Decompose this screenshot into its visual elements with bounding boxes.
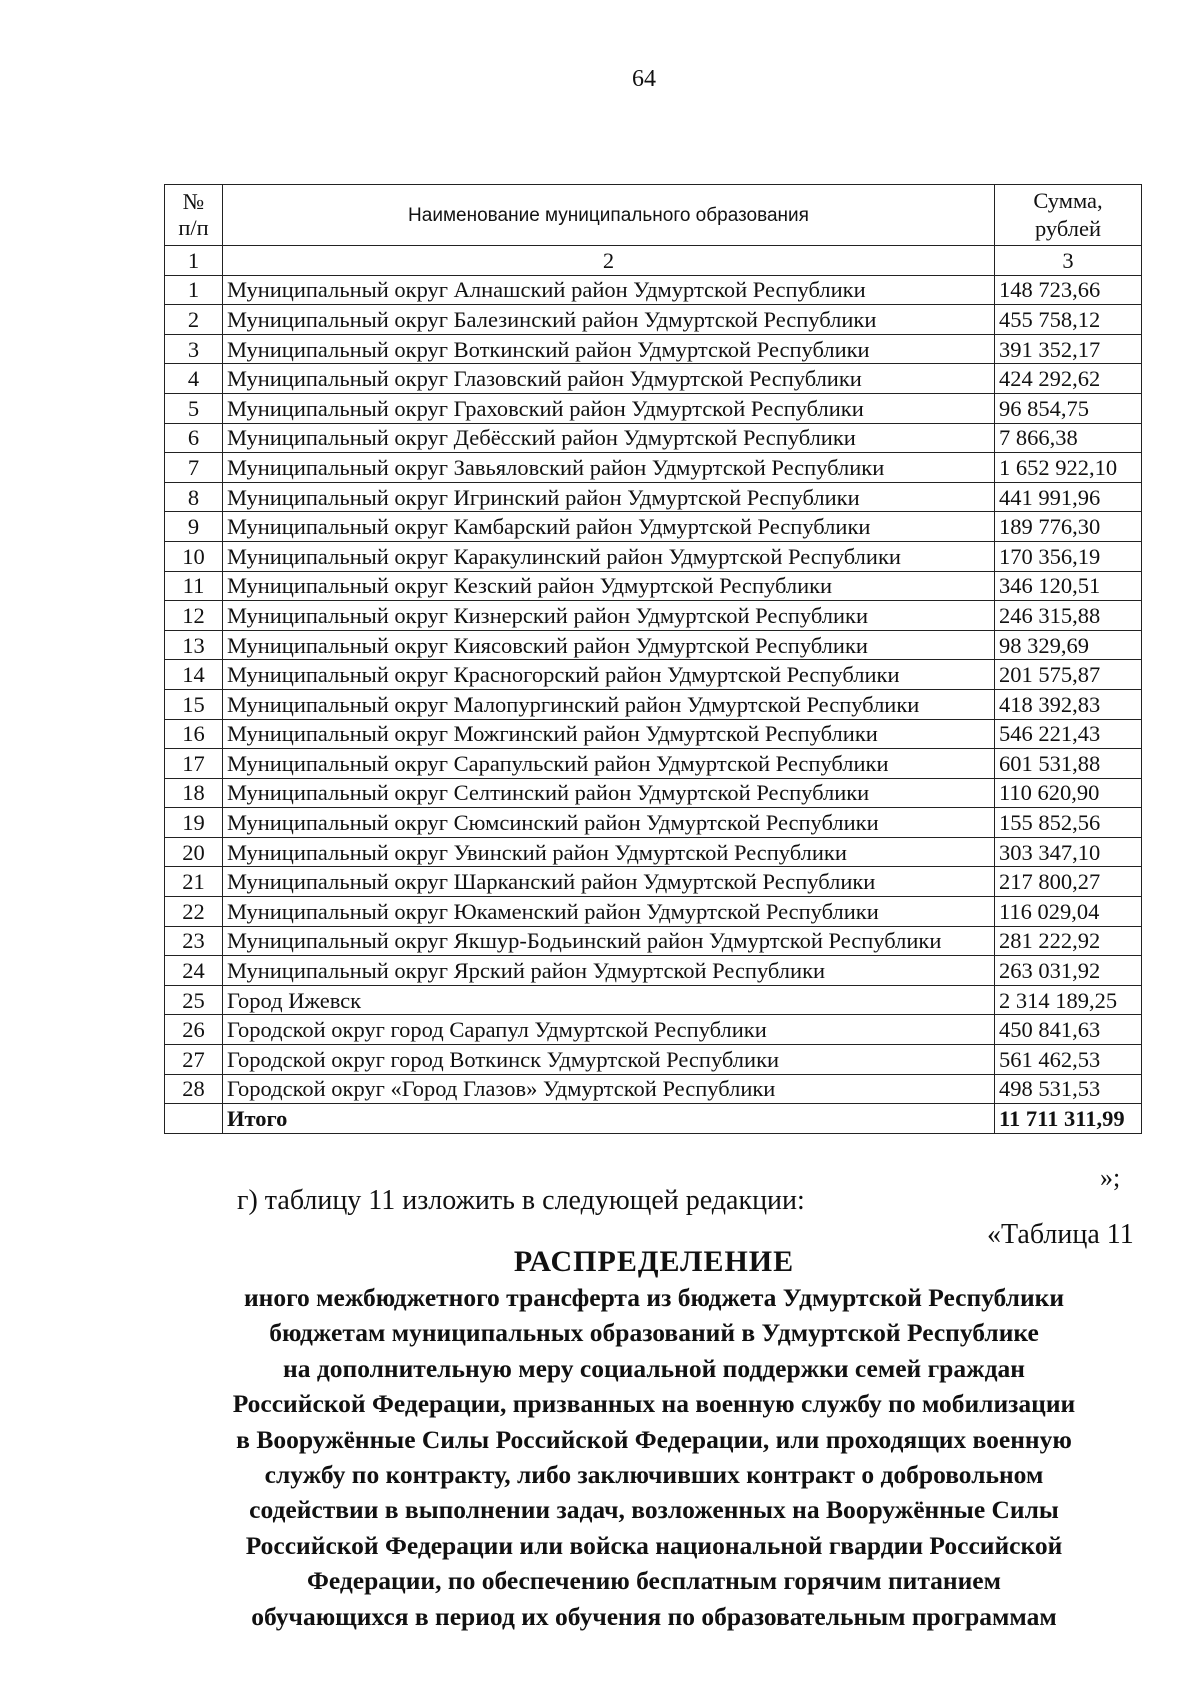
row-number: 3 — [165, 334, 223, 364]
row-sum: 189 776,30 — [995, 512, 1142, 542]
subtitle-line: на дополнительную меру социальной поддержки семей граждан — [283, 1353, 1025, 1383]
table-row — [165, 719, 1142, 749]
closing-quote: »; — [1100, 1163, 1121, 1192]
row-sum: 391 352,17 — [995, 334, 1142, 364]
table-row — [165, 1015, 1142, 1045]
column-index: 2 — [223, 246, 995, 276]
total-row — [165, 1104, 1142, 1134]
row-number: 1 — [165, 275, 223, 305]
header-sum — [995, 185, 1142, 246]
row-name: Муниципальный округ Кизнерский район Удмуртской Республики — [223, 601, 995, 631]
row-number: 2 — [165, 305, 223, 335]
row-sum: 246 315,88 — [995, 601, 1142, 631]
subtitle-line: в Вооружённые Силы Российской Федерации, или проходящих военную — [236, 1424, 1072, 1454]
row-sum: 450 841,63 — [995, 1015, 1142, 1045]
table-row — [165, 808, 1142, 838]
row-number: 28 — [165, 1074, 223, 1104]
total-sum: 11 711 311,99 — [995, 1104, 1142, 1134]
header-sum-line2: рублей — [1034, 216, 1102, 241]
table-row — [165, 778, 1142, 808]
row-name: Муниципальный округ Юкаменский район Удмуртской Республики — [223, 897, 995, 927]
table-row — [165, 1074, 1142, 1104]
page-number: 64 — [632, 66, 656, 92]
document-subtitle — [170, 1280, 1138, 1634]
table-row — [165, 453, 1142, 483]
amendment-text: г) таблицу 11 изложить в следующей редакции: — [237, 1185, 805, 1216]
row-name: Муниципальный округ Сарапульский район Удмуртской Республики — [223, 749, 995, 779]
header-name: Наименование муниципального образования — [223, 185, 995, 246]
row-number: 7 — [165, 453, 223, 483]
subtitle-line: содействии в выполнении задач, возложенных на Вооружённые Силы — [249, 1495, 1059, 1525]
row-sum: 263 031,92 — [995, 956, 1142, 986]
row-name: Городской округ город Сарапул Удмуртской Республики — [223, 1015, 995, 1045]
row-sum: 170 356,19 — [995, 541, 1142, 571]
row-name: Муниципальный округ Можгинский район Удмуртской Республики — [223, 719, 995, 749]
table-row — [165, 423, 1142, 453]
table-row — [165, 689, 1142, 719]
row-sum: 418 392,83 — [995, 689, 1142, 719]
row-sum: 7 866,38 — [995, 423, 1142, 453]
row-name: Муниципальный округ Граховский район Удмуртской Республики — [223, 393, 995, 423]
row-name: Муниципальный округ Красногорский район Удмуртской Республики — [223, 660, 995, 690]
row-number: 26 — [165, 1015, 223, 1045]
table-row — [165, 837, 1142, 867]
row-number: 8 — [165, 482, 223, 512]
row-sum: 546 221,43 — [995, 719, 1142, 749]
subtitle-line: Федерации, по обеспечению бесплатным горячим питанием — [307, 1566, 1001, 1596]
row-sum: 110 620,90 — [995, 778, 1142, 808]
table-row — [165, 956, 1142, 986]
table-row — [165, 334, 1142, 364]
row-name: Муниципальный округ Каракулинский район Удмуртской Республики — [223, 541, 995, 571]
row-name: Городской округ город Воткинск Удмуртской Республики — [223, 1045, 995, 1075]
table-row — [165, 512, 1142, 542]
column-index: 1 — [165, 246, 223, 276]
row-name: Муниципальный округ Воткинский район Удмуртской Республики — [223, 334, 995, 364]
row-sum: 2 314 189,25 — [995, 985, 1142, 1015]
column-index: 3 — [995, 246, 1142, 276]
row-number: 13 — [165, 630, 223, 660]
table-row — [165, 926, 1142, 956]
row-name: Муниципальный округ Глазовский район Удмуртской Республики — [223, 364, 995, 394]
table-row — [165, 393, 1142, 423]
row-sum: 281 222,92 — [995, 926, 1142, 956]
header-number-line1: № — [182, 189, 205, 214]
row-sum: 455 758,12 — [995, 305, 1142, 335]
document-title: РАСПРЕДЕЛЕНИЕ — [513, 1245, 795, 1278]
row-name: Муниципальный округ Малопургинский район Удмуртской Республики — [223, 689, 995, 719]
table-row — [165, 601, 1142, 631]
row-number: 15 — [165, 689, 223, 719]
row-number: 25 — [165, 985, 223, 1015]
row-number: 19 — [165, 808, 223, 838]
row-sum: 498 531,53 — [995, 1074, 1142, 1104]
row-name: Муниципальный округ Дебёсский район Удмуртской Республики — [223, 423, 995, 453]
row-sum: 217 800,27 — [995, 867, 1142, 897]
row-sum: 601 531,88 — [995, 749, 1142, 779]
row-number: 23 — [165, 926, 223, 956]
row-number: 21 — [165, 867, 223, 897]
table-row — [165, 1045, 1142, 1075]
row-number: 17 — [165, 749, 223, 779]
row-number: 4 — [165, 364, 223, 394]
row-number: 18 — [165, 778, 223, 808]
row-name: Муниципальный округ Алнашский район Удмуртской Республики — [223, 275, 995, 305]
table-row — [165, 364, 1142, 394]
row-name: Муниципальный округ Завьяловский район Удмуртской Республики — [223, 453, 995, 483]
row-number: 16 — [165, 719, 223, 749]
row-sum: 98 329,69 — [995, 630, 1142, 660]
row-sum: 201 575,87 — [995, 660, 1142, 690]
row-number: 11 — [165, 571, 223, 601]
table-row — [165, 630, 1142, 660]
row-sum: 561 462,53 — [995, 1045, 1142, 1075]
table-row — [165, 482, 1142, 512]
table-body — [165, 275, 1142, 1104]
table-row — [165, 985, 1142, 1015]
header-sum-line1: Сумма, — [1033, 188, 1103, 213]
table-row — [165, 897, 1142, 927]
subtitle-line: обучающихся в период их обучения по образовательным программам — [251, 1601, 1057, 1631]
row-number: 6 — [165, 423, 223, 453]
row-number: 10 — [165, 541, 223, 571]
row-name: Муниципальный округ Ярский район Удмуртской Республики — [223, 956, 995, 986]
row-name: Муниципальный округ Сюмсинский район Удмуртской Республики — [223, 808, 995, 838]
allocation-table — [164, 184, 1142, 1134]
table-header-row — [165, 185, 1142, 246]
row-name: Муниципальный округ Кезский район Удмуртской Республики — [223, 571, 995, 601]
subtitle-line: бюджетам муниципальных образований в Удмуртской Республике — [269, 1318, 1039, 1348]
row-number: 22 — [165, 897, 223, 927]
row-name: Муниципальный округ Игринский район Удмуртской Республики — [223, 482, 995, 512]
table-row — [165, 867, 1142, 897]
column-index-row — [165, 246, 1142, 276]
row-sum: 148 723,66 — [995, 275, 1142, 305]
row-name: Муниципальный округ Шарканский район Удмуртской Республики — [223, 867, 995, 897]
table-label: «Таблица 11 — [987, 1219, 1134, 1250]
row-name: Муниципальный округ Увинский район Удмуртской Республики — [223, 837, 995, 867]
subtitle-line: Российской Федерации, призванных на военную службу по мобилизации — [232, 1389, 1076, 1419]
header-number-line2: п/п — [178, 215, 209, 240]
row-name: Муниципальный округ Балезинский район Удмуртской Республики — [223, 305, 995, 335]
subtitle-line: службу по контракту, либо заключивших контракт о добровольном — [264, 1460, 1044, 1490]
row-number: 12 — [165, 601, 223, 631]
header-number — [165, 185, 223, 246]
subtitle-line: иного межбюджетного трансферта из бюджета Удмуртской Республики — [243, 1283, 1065, 1312]
row-name: Муниципальный округ Якшур-Бодьинский район Удмуртской Республики — [223, 926, 995, 956]
row-sum: 155 852,56 — [995, 808, 1142, 838]
row-sum: 346 120,51 — [995, 571, 1142, 601]
total-label: Итого — [223, 1104, 995, 1134]
table-row — [165, 749, 1142, 779]
table-row — [165, 275, 1142, 305]
row-sum: 424 292,62 — [995, 364, 1142, 394]
row-sum: 96 854,75 — [995, 393, 1142, 423]
row-number: 27 — [165, 1045, 223, 1075]
row-number: 14 — [165, 660, 223, 690]
row-name: Городской округ «Город Глазов» Удмуртской Республики — [223, 1074, 995, 1104]
row-name: Муниципальный округ Киясовский район Удмуртской Республики — [223, 630, 995, 660]
table-row — [165, 541, 1142, 571]
row-number: 9 — [165, 512, 223, 542]
row-sum: 1 652 922,10 — [995, 453, 1142, 483]
row-number: 24 — [165, 956, 223, 986]
total-num-cell — [165, 1104, 223, 1134]
row-name: Город Ижевск — [223, 985, 995, 1015]
subtitle-line: Российской Федерации или войска национальной гвардии Российской — [245, 1530, 1063, 1560]
row-number: 5 — [165, 393, 223, 423]
row-sum: 303 347,10 — [995, 837, 1142, 867]
row-sum: 441 991,96 — [995, 482, 1142, 512]
table-row — [165, 305, 1142, 335]
row-name: Муниципальный округ Камбарский район Удмуртской Республики — [223, 512, 995, 542]
row-name: Муниципальный округ Селтинский район Удмуртской Республики — [223, 778, 995, 808]
table-row — [165, 660, 1142, 690]
row-number: 20 — [165, 837, 223, 867]
table-row — [165, 571, 1142, 601]
row-sum: 116 029,04 — [995, 897, 1142, 927]
